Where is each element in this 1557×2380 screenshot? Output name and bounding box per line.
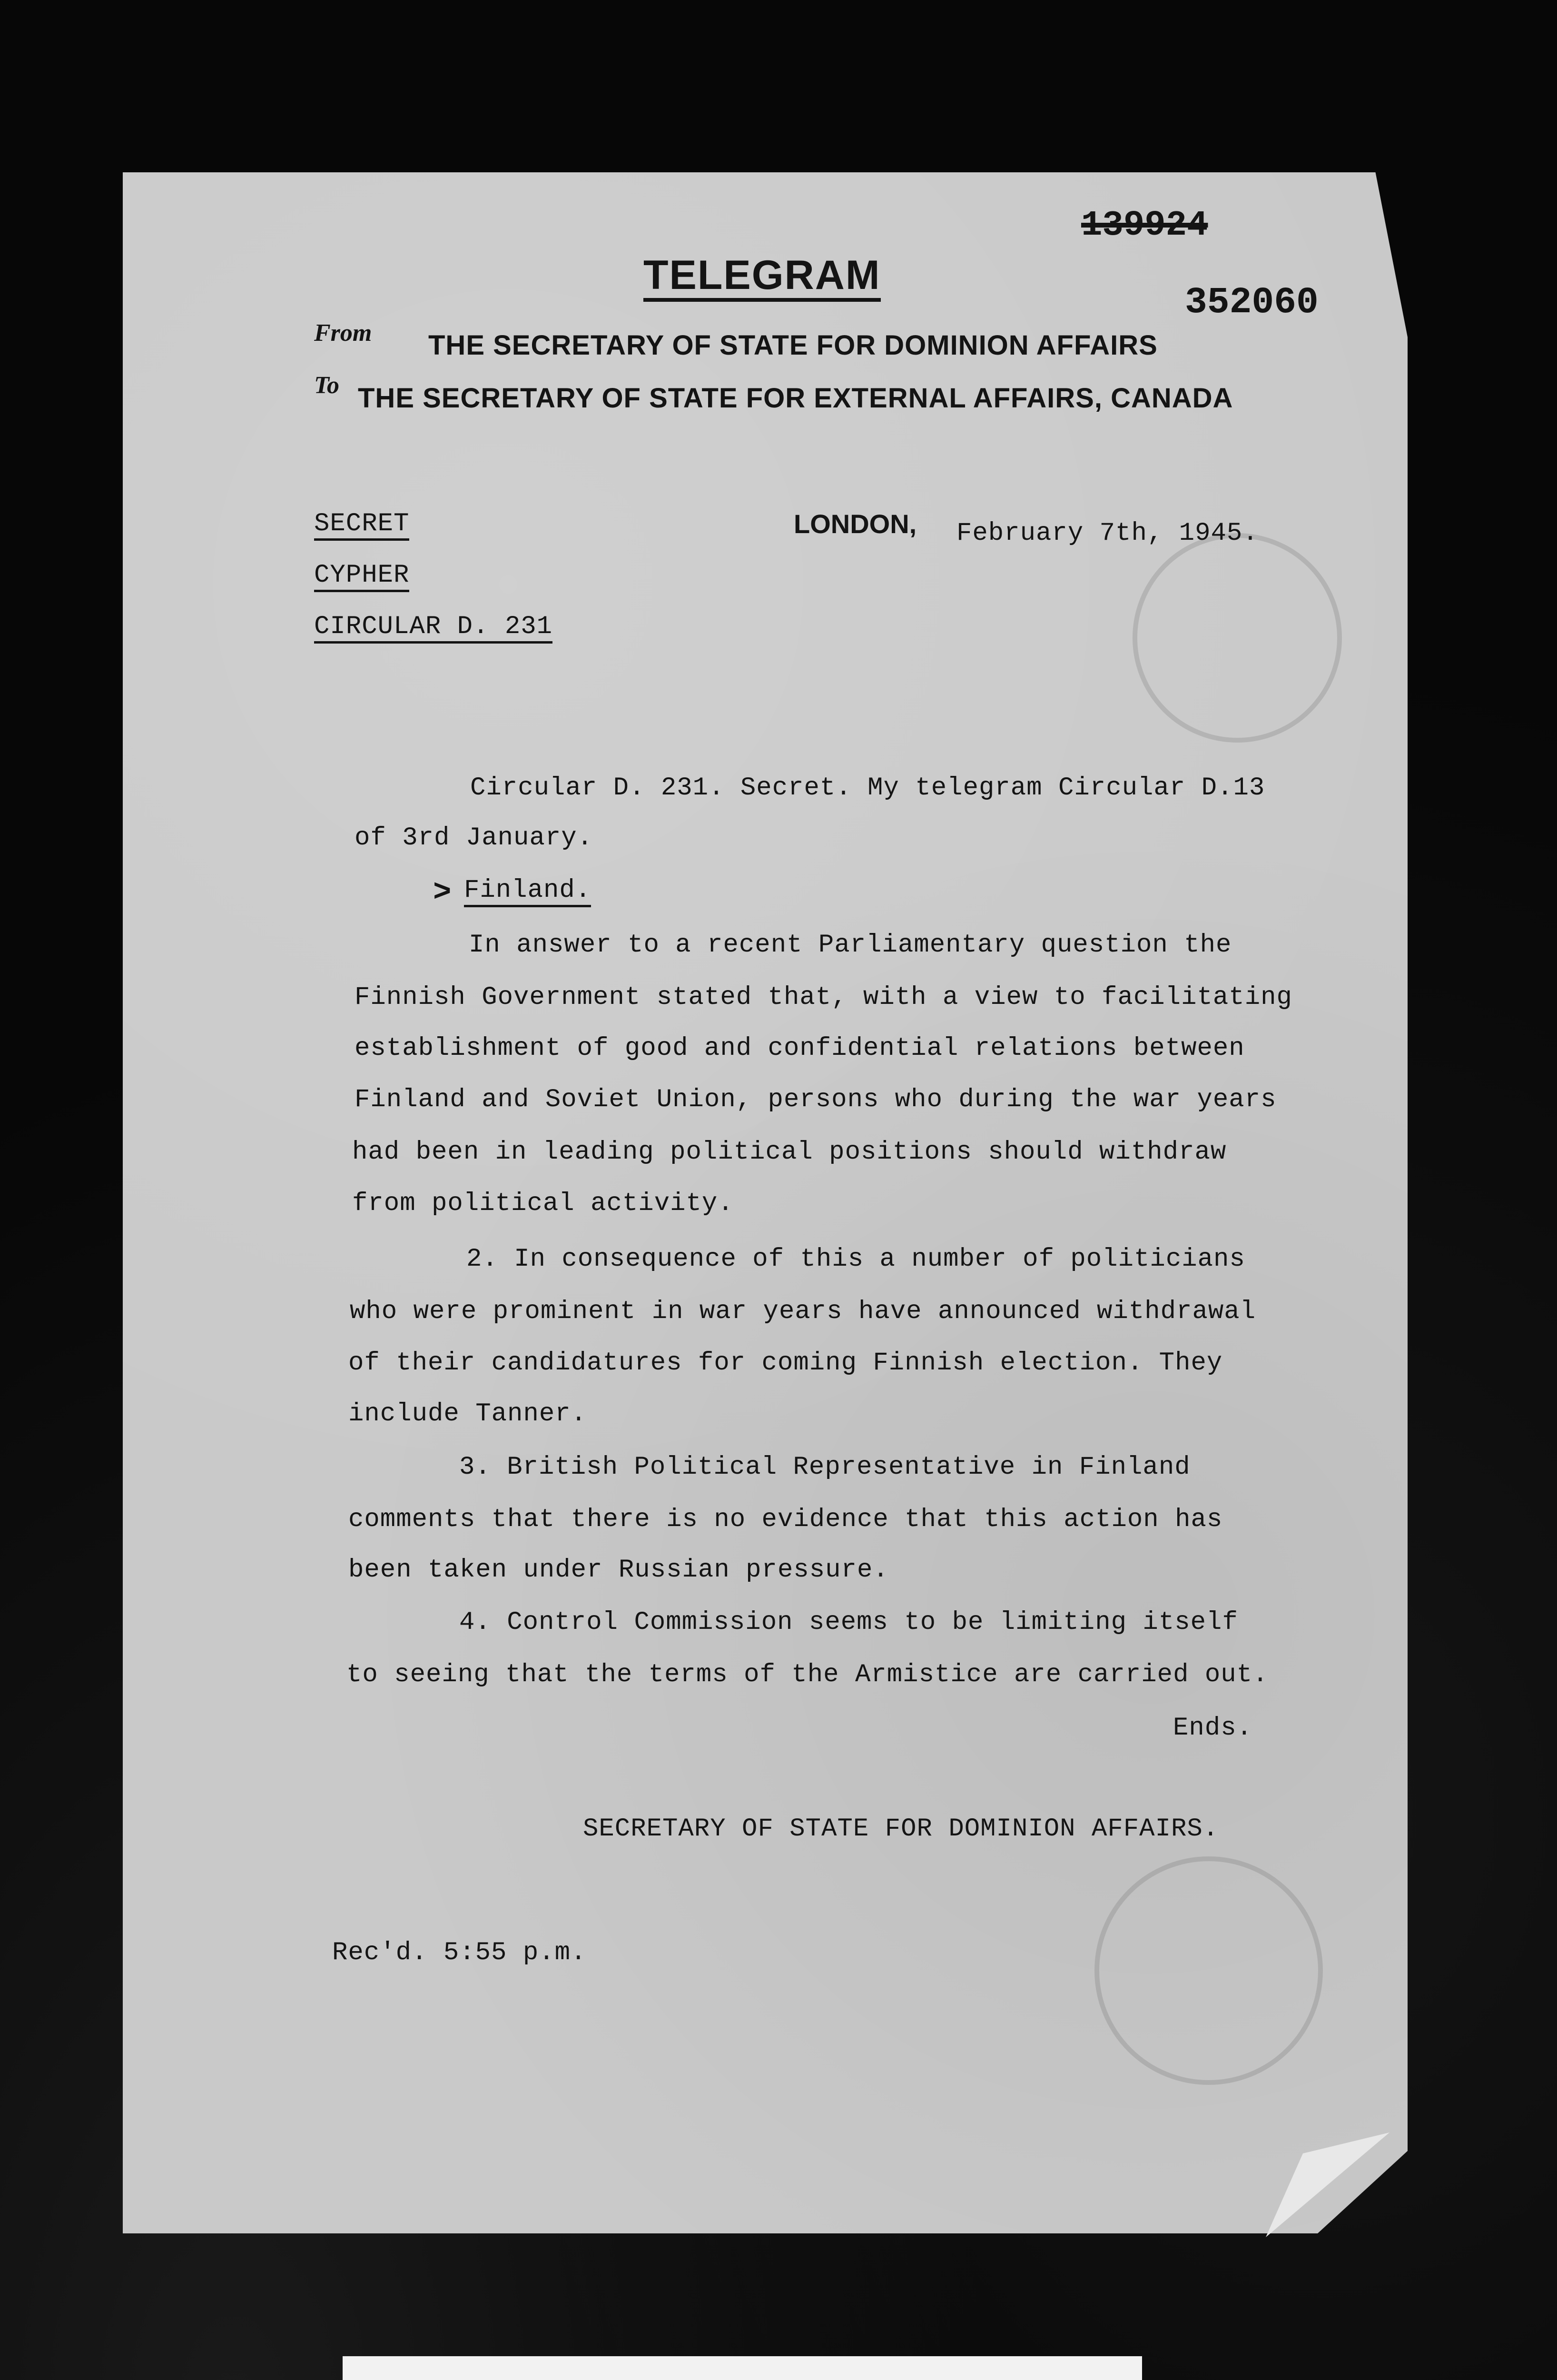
place: LONDON, <box>794 509 917 539</box>
signature: SECRETARY OF STATE FOR DOMINION AFFAIRS. <box>583 1815 1219 1844</box>
from-label: From <box>314 319 372 347</box>
body-ref-line: Circular D. 231. Secret. My telegram Circular D.13 <box>470 774 1265 803</box>
faint-stamp <box>1133 533 1342 743</box>
paragraph-line: 3. British Political Representative in Finland <box>459 1453 1191 1482</box>
paragraph-line: 4. Control Commission seems to be limiting itself <box>459 1608 1238 1637</box>
classification-secret: SECRET <box>314 509 409 541</box>
ends-marker: Ends. <box>1173 1714 1253 1743</box>
subject-heading: Finland. <box>464 876 591 907</box>
paragraph-line: comments that there is no evidence that this action has <box>348 1505 1223 1534</box>
date: February 7th, 1945. <box>956 519 1259 548</box>
classification-circular: CIRCULAR D. 231 <box>314 612 552 644</box>
paragraph-line: of their candidatures for coming Finnish election. They <box>348 1349 1223 1378</box>
paragraph-line: include Tanner. <box>348 1399 587 1428</box>
paragraph-line: establishment of good and confidential relations between <box>355 1034 1245 1063</box>
paragraph-line: Finnish Government stated that, with a view to facilitating <box>355 983 1292 1012</box>
paragraph-line: had been in leading political positions should withdraw <box>352 1138 1227 1167</box>
paragraph-line: from political activity. <box>352 1189 734 1218</box>
reference-number-struck: 139924 <box>1081 206 1208 246</box>
subject-mark: > <box>433 876 452 910</box>
classification-cypher: CYPHER <box>314 561 409 592</box>
paragraph-line: In answer to a recent Parliamentary question the <box>469 931 1232 960</box>
to-label: To <box>314 372 339 399</box>
paragraph-line: been taken under Russian pressure. <box>348 1556 889 1585</box>
received-time: Rec'd. 5:55 p.m. <box>332 1938 587 1967</box>
citation-label <box>343 2356 1142 2380</box>
faint-stamp <box>1094 1856 1323 2085</box>
paragraph-line: who were prominent in war years have announced withdrawal <box>350 1297 1256 1326</box>
to-text: THE SECRETARY OF STATE FOR EXTERNAL AFFAIRS, CANADA <box>358 383 1233 414</box>
body-ref-line-2: of 3rd January. <box>355 823 593 853</box>
telegram-title: TELEGRAM <box>643 252 881 302</box>
paragraph-line: Finland and Soviet Union, persons who during the war years <box>355 1085 1277 1114</box>
paragraph-line: to seeing that the terms of the Armistice are carried out. <box>346 1660 1269 1689</box>
paragraph-line: 2. In consequence of this a number of politicians <box>466 1245 1245 1274</box>
reference-number: 352060 <box>1185 282 1319 324</box>
from-text: THE SECRETARY OF STATE FOR DOMINION AFFAIRS <box>428 330 1158 361</box>
